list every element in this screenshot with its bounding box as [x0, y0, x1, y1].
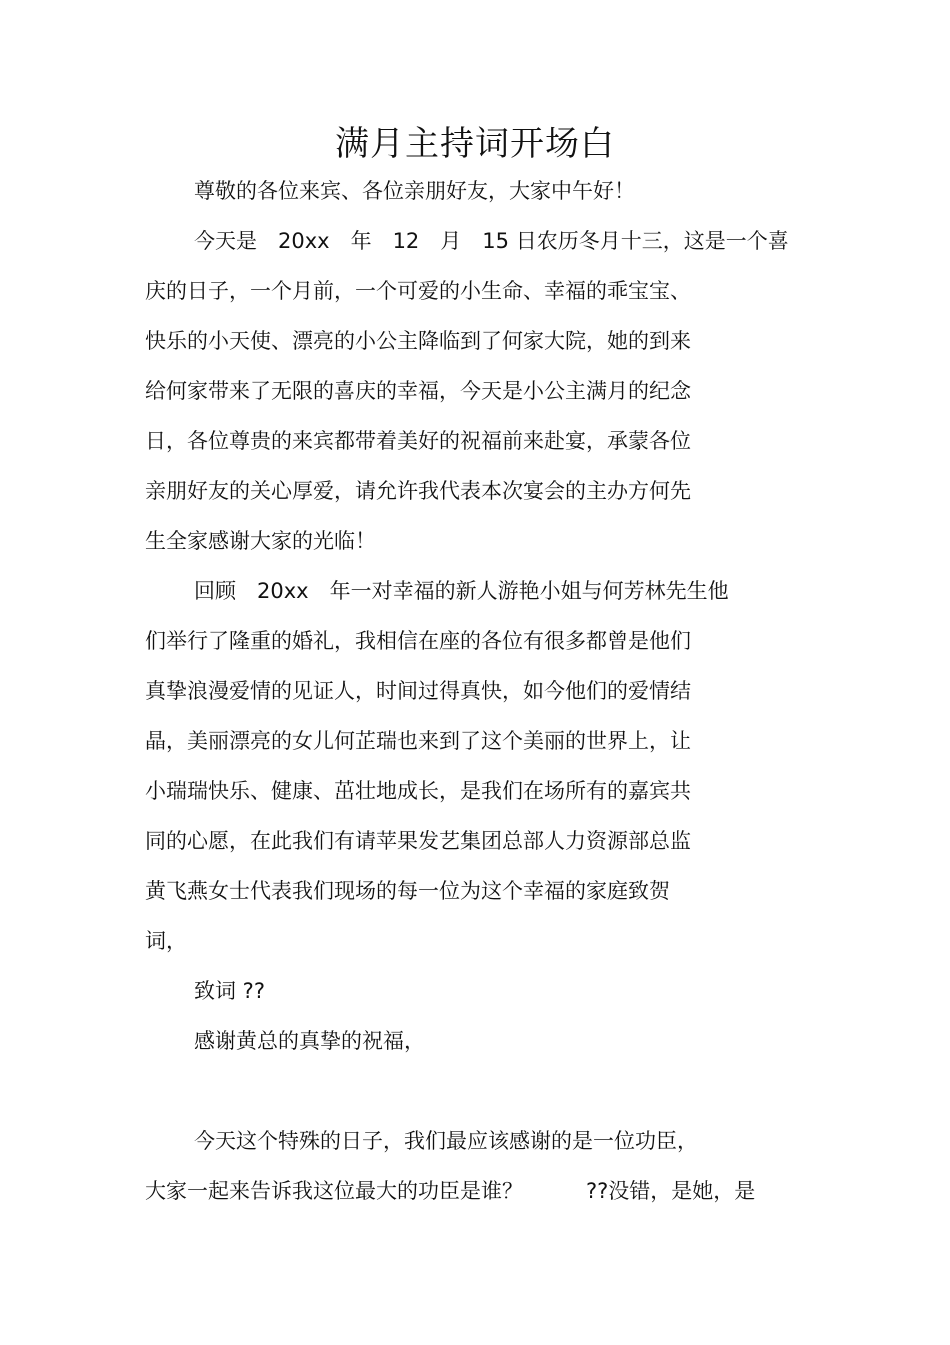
paragraph-line: 亲朋好友的关心厚爱，请允许我代表本次宴会的主办方何先 [145, 479, 691, 503]
document-title: 满月主持词开场白 [335, 124, 615, 164]
paragraph-line: 回顾 20xx 年一对幸福的新人游艳小姐与何芳林先生他 [194, 579, 729, 603]
paragraph-line: 黄飞燕女士代表我们现场的每一位为这个幸福的家庭致贺 [145, 879, 670, 903]
paragraph-line: 庆的日子，一个月前，一个可爱的小生命、幸福的乖宝宝、 [145, 279, 691, 303]
paragraph-line: 生全家感谢大家的光临！ [145, 529, 376, 553]
paragraph-line: 真挚浪漫爱情的见证人，时间过得真快，如今他们的爱情结 [145, 679, 691, 703]
paragraph-line: 日，各位尊贵的来宾都带着美好的祝福前来赴宴，承蒙各位 [145, 429, 691, 453]
paragraph-line: 致词 ?? [194, 979, 265, 1003]
paragraph-line: 词， [145, 929, 187, 953]
paragraph-line: 今天这个特殊的日子，我们最应该感谢的是一位功臣， [194, 1129, 698, 1153]
paragraph-line: 快乐的小天使、漂亮的小公主降临到了何家大院，她的到来 [145, 329, 691, 353]
paragraph-line: 小瑞瑞快乐、健康、茁壮地成长，是我们在场所有的嘉宾共 [145, 779, 691, 803]
paragraph-line: 大家一起来告诉我这位最大的功臣是谁？ ??没错，是她，是 [145, 1179, 756, 1203]
paragraph-line: 今天是 20xx 年 12 月 15 日农历冬月十三，这是一个喜 [194, 229, 789, 253]
paragraph-line: 同的心愿，在此我们有请苹果发艺集团总部人力资源部总监 [145, 829, 691, 853]
paragraph-line: 晶，美丽漂亮的女儿何芷瑞也来到了这个美丽的世界上，让 [145, 729, 691, 753]
paragraph-line: 们举行了隆重的婚礼，我相信在座的各位有很多都曾是他们 [145, 629, 691, 653]
paragraph-line: 感谢黄总的真挚的祝福， [194, 1029, 425, 1053]
paragraph-line: 给何家带来了无限的喜庆的幸福，今天是小公主满月的纪念 [145, 379, 691, 403]
paragraph-line: 尊敬的各位来宾、各位亲朋好友，大家中午好！ [194, 179, 635, 203]
